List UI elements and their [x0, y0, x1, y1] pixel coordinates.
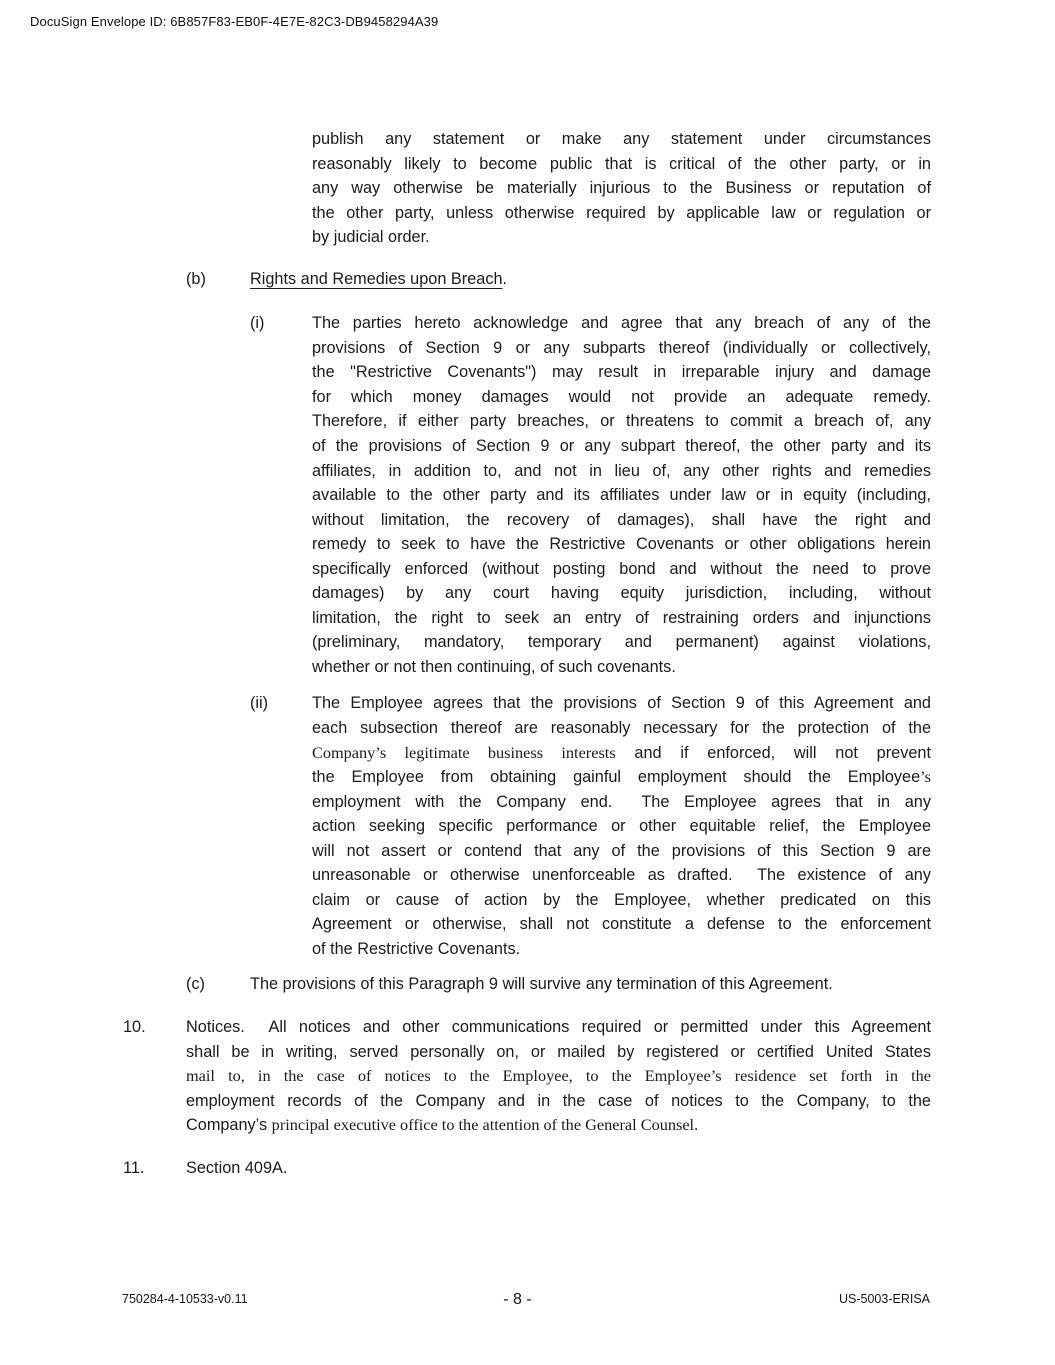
text-line: without limitation, the recovery of damages), shall have the right and — [312, 510, 931, 529]
text-line: the Employee from obtaining gainful employment should the Employee’s — [312, 767, 931, 787]
text-line: for which money damages would not provide an adequate remedy. — [312, 387, 931, 406]
text-line: whether or not then continuing, of such covenants. — [312, 657, 676, 676]
text-line: Rights and Remedies upon Breach. — [250, 269, 508, 288]
text-line: remedy to seek to have the Restrictive Covenants or other obligations herein — [312, 535, 931, 554]
item-b-ii-label: (ii) — [250, 694, 269, 713]
paragraph-continuation — [312, 127, 931, 250]
item-b-heading-label: (b) — [186, 269, 206, 288]
text-line: reasonably likely to become public that is critical of the other party, or in — [312, 154, 931, 173]
text-line: any way otherwise be materially injurious to the Business or reputation of — [312, 179, 931, 198]
item-b-i — [250, 311, 931, 679]
item-c — [186, 972, 931, 997]
text-line: (preliminary, mandatory, temporary and permanent) against violations, — [312, 633, 931, 652]
text-line: Section 409A. — [186, 1158, 288, 1177]
footer-reference-code: US-5003-ERISA — [838, 1292, 930, 1306]
text-line: available to the other party and its affiliates under law or in equity (including, — [312, 486, 931, 505]
text-line: of the Restrictive Covenants. — [312, 939, 521, 958]
text-line: action seeking specific performance or other equitable relief, the Employee — [312, 817, 931, 836]
text-line: The Employee agrees that the provisions of Section 9 of this Agreement and — [312, 694, 931, 713]
text-line: damages) by any court having equity jurisdiction, including, without — [312, 584, 931, 603]
item-10-notices — [123, 1015, 931, 1138]
text-line: provisions of Section 9 or any subparts thereof (individually or collectively, — [312, 338, 931, 357]
text-line: shall be in writing, served personally on, or mailed by registered or certified United States — [186, 1042, 931, 1061]
text-line: Company’s legitimate business interests and if enforced, will not prevent — [312, 742, 931, 762]
item-b-i-label: (i) — [250, 314, 265, 333]
footer-page-number: - 8 - — [503, 1291, 532, 1308]
docusign-envelope-id: DocuSign Envelope ID: 6B857F83-EB0F-4E7E-82C3-DB9458294A39 — [30, 14, 439, 29]
item-11-section-409a — [123, 1156, 931, 1181]
text-line: of the provisions of Section 9 or any subpart thereof, the other party and its — [312, 437, 931, 456]
text-line: Agreement or otherwise, shall not constitute a defense to the enforcement — [312, 915, 931, 934]
item-11-section-409a-label: 11. — [123, 1158, 145, 1177]
text-line: affiliates, in addition to, and not in lieu of, any other rights and remedies — [312, 461, 931, 480]
text-line: limitation, the right to seek an entry of restraining orders and injunctions — [312, 608, 931, 627]
footer-document-number: 750284-4-10533-v0.11 — [122, 1292, 248, 1306]
text-line: unreasonable or otherwise unenforceable as drafted. The existence of any — [312, 866, 931, 885]
item-b-ii — [250, 691, 931, 961]
text-line: employment records of the Company and in the case of notices to the Company, to the — [186, 1091, 931, 1110]
text-line: by judicial order. — [312, 228, 430, 247]
text-line: each subsection thereof are reasonably necessary for the protection of the — [312, 719, 931, 738]
item-c-label: (c) — [186, 974, 205, 993]
text-line: Therefore, if either party breaches, or threatens to commit a breach of, any — [312, 412, 931, 431]
text-line: The provisions of this Paragraph 9 will survive any termination of this Agreement. — [250, 974, 833, 993]
text-line: publish any statement or make any statement under circumstances — [312, 130, 931, 148]
text-line: specifically enforced (without posting bond and without the need to prove — [312, 559, 931, 578]
text-line: will not assert or contend that any of the provisions of this Section 9 are — [312, 841, 931, 860]
text-line: employment with the Company end. The Employee agrees that in any — [312, 792, 931, 811]
text-line: mail to, in the case of notices to the Employee, to the Employee’s residence set forth in the — [186, 1066, 931, 1086]
text-line: Company’s principal executive office to the attention of the General Counsel. — [186, 1115, 699, 1135]
item-10-notices-label: 10. — [123, 1018, 146, 1037]
text-line: the other party, unless otherwise required by applicable law or regulation or — [312, 203, 931, 222]
text-line: The parties hereto acknowledge and agree that any breach of any of the — [312, 314, 931, 333]
text-line: claim or cause of action by the Employee, whether predicated on this — [312, 890, 931, 909]
text-line: Notices. All notices and other communications required or permitted under this Agreement — [186, 1018, 931, 1037]
item-b-heading — [186, 267, 931, 292]
text-line: the "Restrictive Covenants") may result in irreparable injury and damage — [312, 363, 931, 382]
